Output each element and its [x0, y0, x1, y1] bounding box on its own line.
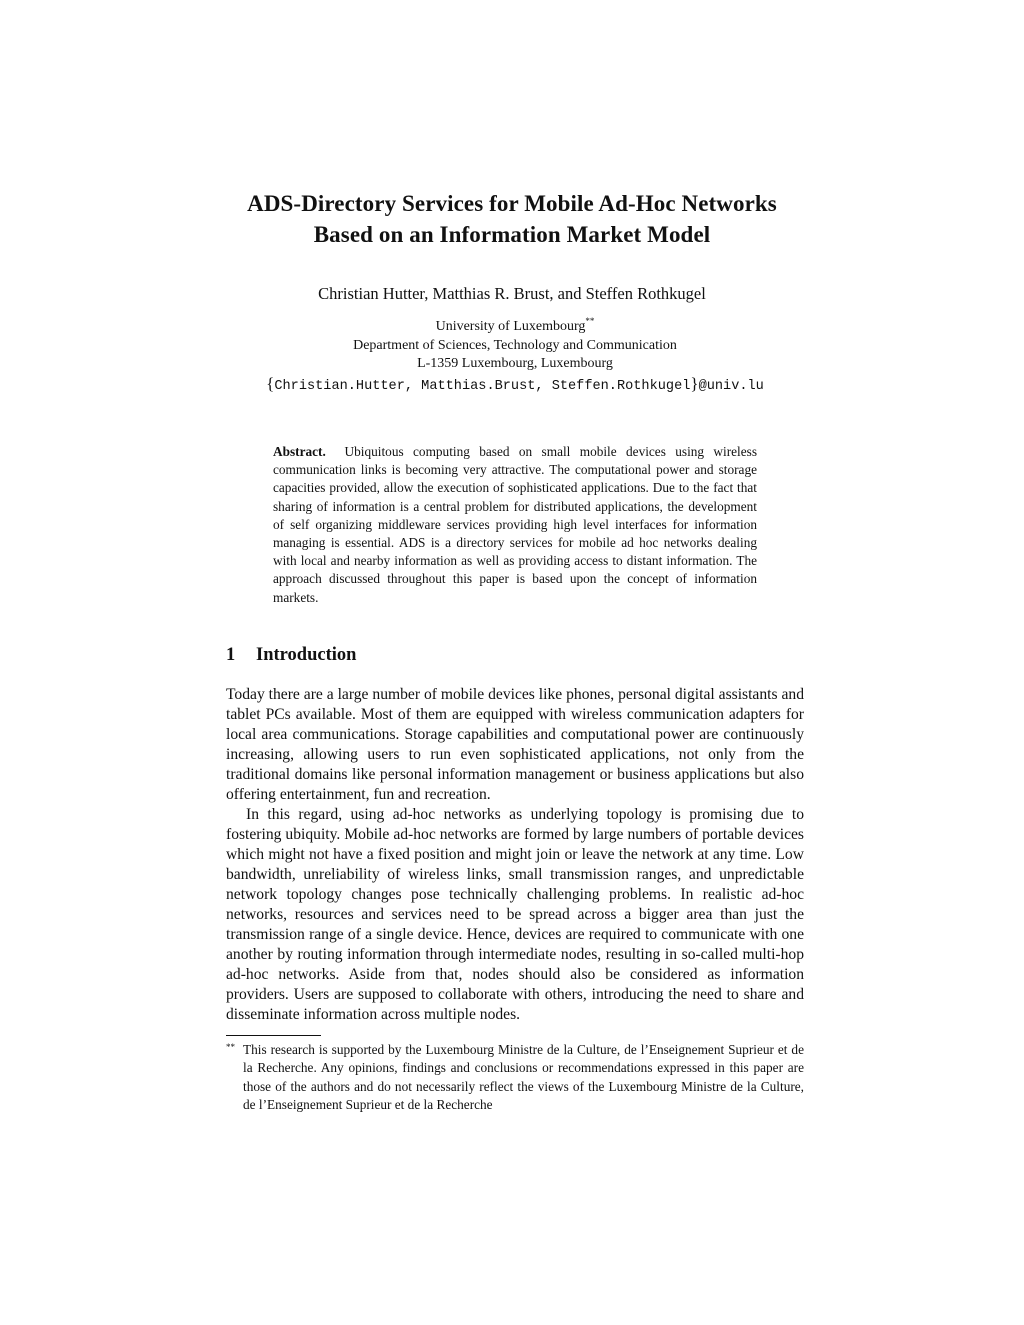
university-line	[0, 318, 1024, 337]
abstract	[273, 443, 757, 607]
section-title: Introduction	[256, 645, 357, 665]
abstract-text: Ubiquitous computing based on small mobile devices using wireless communication links is becoming very attractive. The computational power and storage capacities provided, allow the execution of sophisticated applications. Due to the fact that sharing of information is a central problem for distributed applications, the development of self organizing middleware services providing high level interfaces for information managing is essential. ADS is a directory services for mobile ad hoc networks dealing with local and nearby information as well as providing access to distant information. The approach discussed throughout this paper is based upon the concept of information markets.	[273, 444, 757, 605]
paragraph: Today there are a large number of mobile devices like phones, personal digital assistants and tablet PCs available. Most of them are equipped with wireless communication adapters for local area communications. Storage capabilities and computational power are continuously increasing, allowing users to run even sophisticated applications, not only from the traditional domains like personal information management or business applications but also offering entertainment, fun and recreation.	[226, 686, 804, 803]
footnote-text: This research is supported by the Luxembourg Ministre de la Culture, de l’Enseignement Suprieur et de la Recherche. Any opinions, findings and conclusions or recommendations expressed in this paper are those of the authors and do not necessarily reflect the views of the Luxembourg Ministre de la Culture, de l’Enseignement Suprieur et de la Recherche	[243, 1042, 804, 1112]
section-number: 1	[226, 645, 236, 665]
address-line: L-1359 Luxembourg, Luxembourg	[417, 356, 613, 371]
footnote-rule	[226, 1035, 321, 1036]
paper-title	[0, 188, 1024, 250]
email-names: Christian.Hutter, Matthias.Brust, Steffen.Rothkugel	[274, 378, 691, 394]
footnote-mark: **	[585, 316, 595, 326]
title-line-2: Based on an Information Market Model	[313, 222, 711, 247]
department-line: Department of Sciences, Technology and Communication	[353, 337, 677, 353]
university-name: University of Luxembourg	[435, 319, 586, 334]
title-line-1: ADS-Directory Services for Mobile Ad-Hoc Networks	[247, 191, 777, 216]
affiliation-block	[0, 318, 1024, 396]
body-text	[226, 685, 804, 1025]
abstract-label: Abstract.	[273, 444, 326, 459]
footnote	[226, 1041, 804, 1114]
author-list: Christian Hutter, Matthias R. Brust, and Steffen Rothkugel	[318, 284, 706, 303]
paragraph: In this regard, using ad-hoc networks as underlying topology is promising due to fostering ubiquity. Mobile ad-hoc networks are formed by large numbers of portable devices which might not have a fixed position and might join or leave the network at any time. Low bandwidth, unreliability of wireless links, small transmission ranges, and unpredictable network topology changes pose technically challenging problems. In realistic ad-hoc networks, resources and services need to be spread across a bigger area than just the transmission range of a single device. Hence, devices are required to communicate with one another by routing information through intermediate nodes, resulting in so-called multi-hop ad-hoc networks. Aside from that, nodes should also be considered as information providers. Users are supposed to collaborate with others, introducing the need to share and disseminate information across multiple nodes.	[226, 806, 804, 1023]
brace-close: }	[690, 373, 699, 393]
brace-open: {	[266, 373, 275, 393]
section-heading	[226, 643, 356, 667]
footnote-marker: **	[226, 1042, 235, 1052]
email-domain: @univ.lu	[698, 378, 764, 394]
email-line	[0, 375, 1024, 397]
